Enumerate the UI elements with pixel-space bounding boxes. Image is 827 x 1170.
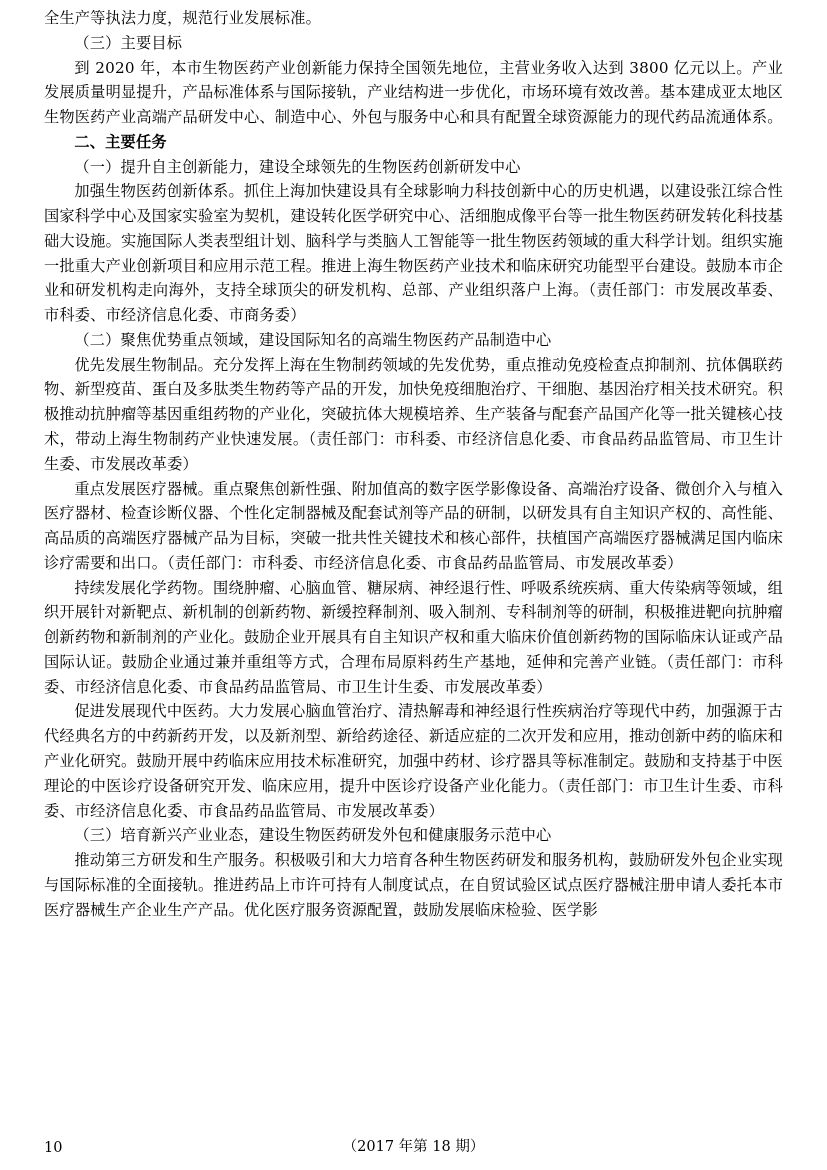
footer-issue-label: （2017 年第 18 期） <box>342 1139 485 1155</box>
section-heading: 二、主要任务 <box>74 132 167 151</box>
body-paragraph: 持续发展化学药物。围绕肿瘤、心脑血管、糖尿病、神经退行性、呼吸系统疾病、重大传染病等领域，组织开展针对新靶点、新机制的创新药物、新缓控释制剂、吸入制剂、专科制剂等的研制，积极推进靶向抗肿瘤创新药物和新制剂的产业化。鼓励企业开展具有自主知识产权和重大临床价值创新药物的国际临床认证或产品国际认证。鼓励企业通过兼并重组等方式，合理布局原料药生产基地，延伸和完善产业链。（责任部门：市科委、市经济信息化委、市食品药品监管局、市卫生计生委、市发展改革委） <box>44 578 783 696</box>
body-paragraph: 到 2020 年，本市生物医药产业创新能力保持全国领先地位，主营业务收入达到 3800 亿元以上。产业发展质量明显提升，产品标准体系与国际接轨，产业结构进一步优化，市场环境有效改善。基本建成亚太地区生物医药产业高端产品研发中心、制造中心、外包与服务中心和具有配置全球资源能力的现代药品流通体系。 <box>44 58 783 127</box>
document-body <box>44 6 783 922</box>
body-paragraph: 重点发展医疗器械。重点聚焦创新性强、附加值高的数字医学影像设备、高端治疗设备、微创介入与植入医疗器材、检查诊断仪器、个性化定制器械及配套试剂等产品的研制，以研发具有自主知识产权的、高性能、高品质的高端医疗器械产品为目标，突破一批共性关键技术和核心部件，扶植国产高端医疗器械满足国内临床诊疗需要和出口。（责任部门：市科委、市经济信息化委、市食品药品监管局、市发展改革委） <box>44 479 783 572</box>
body-paragraph: 促进发展现代中医药。大力发展心脑血管治疗、清热解毒和神经退行性疾病治疗等现代中药，加强源于古代经典名方的中药新药开发，以及新剂型、新给药途径、新适应症的二次开发和应用，推动创新中药的临床和产业化研究。鼓励开展中药临床应用技术标准研究，加强中药材、诊疗器具等标准制定。鼓励和支持基于中医理论的中医诊疗设备研究开发、临床应用，提升中医诊疗设备产业化能力。（责任部门：市卫生计生委、市科委、市经济信息化委、市食品药品监管局、市发展改革委） <box>44 702 783 820</box>
body-paragraph: 加强生物医药创新体系。抓住上海加快建设具有全球影响力科技创新中心的历史机遇，以建设张江综合性国家科学中心及国家实验室为契机，建设转化医学研究中心、活细胞成像平台等一批生物医药研发转化科技基础大设施。实施国际人类表型组计划、脑科学与类脑人工智能等一批生物医药领域的重大科学计划。组织实施一批重大产业创新项目和应用示范工程。推进上海生物医药产业技术和临床研究功能型平台建设。鼓励本市企业和研发机构走向海外，支持全球顶尖的研发机构、总部、产业组织落户上海。（责任部门：市发展改革委、市科委、市经济信息化委、市商务委） <box>44 182 783 325</box>
page-footer <box>0 1134 827 1156</box>
section-subheading: （三）培育新兴产业业态，建设生物医药研发外包和健康服务示范中心 <box>74 826 552 845</box>
section-subheading: （二）聚焦优势重点领域，建设国际知名的高端生物医药产品制造中心 <box>74 330 552 349</box>
section-subheading: （三）主要目标 <box>74 33 183 52</box>
body-paragraph: 优先发展生物制品。充分发挥上海在生物制药领域的先发优势，重点推动免疫检查点抑制剂、抗体偶联药物、新型疫苗、蛋白及多肽类生物药等产品的开发，加快免疫细胞治疗、干细胞、基因治疗相关技术研究。积极推动抗肿瘤等基因重组药物的产业化，突破抗体大规模培养、生产装备与配套产品国产化等一批关键核心技术，带动上海生物制药产业快速发展。（责任部门：市科委、市经济信息化委、市食品药品监管局、市卫生计生委、市发展改革委） <box>44 355 783 473</box>
section-subheading: （一）提升自主创新能力，建设全球领先的生物医药创新研发中心 <box>74 157 521 176</box>
body-paragraph: 推动第三方研发和生产服务。积极吸引和大力培育各种生物医药研发和服务机构，鼓励研发外包企业实现与国际标准的全面接轨。推进药品上市许可持有人制度试点，在自贸试验区试点医疗器械注册申请人委托本市医疗器械生产企业生产产品。优化医疗服务资源配置，鼓励发展临床检验、医学影 <box>44 851 783 919</box>
footer-page-number: 10 <box>44 1140 63 1156</box>
continued-paragraph: 全生产等执法力度，规范行业发展标准。 <box>44 9 321 27</box>
